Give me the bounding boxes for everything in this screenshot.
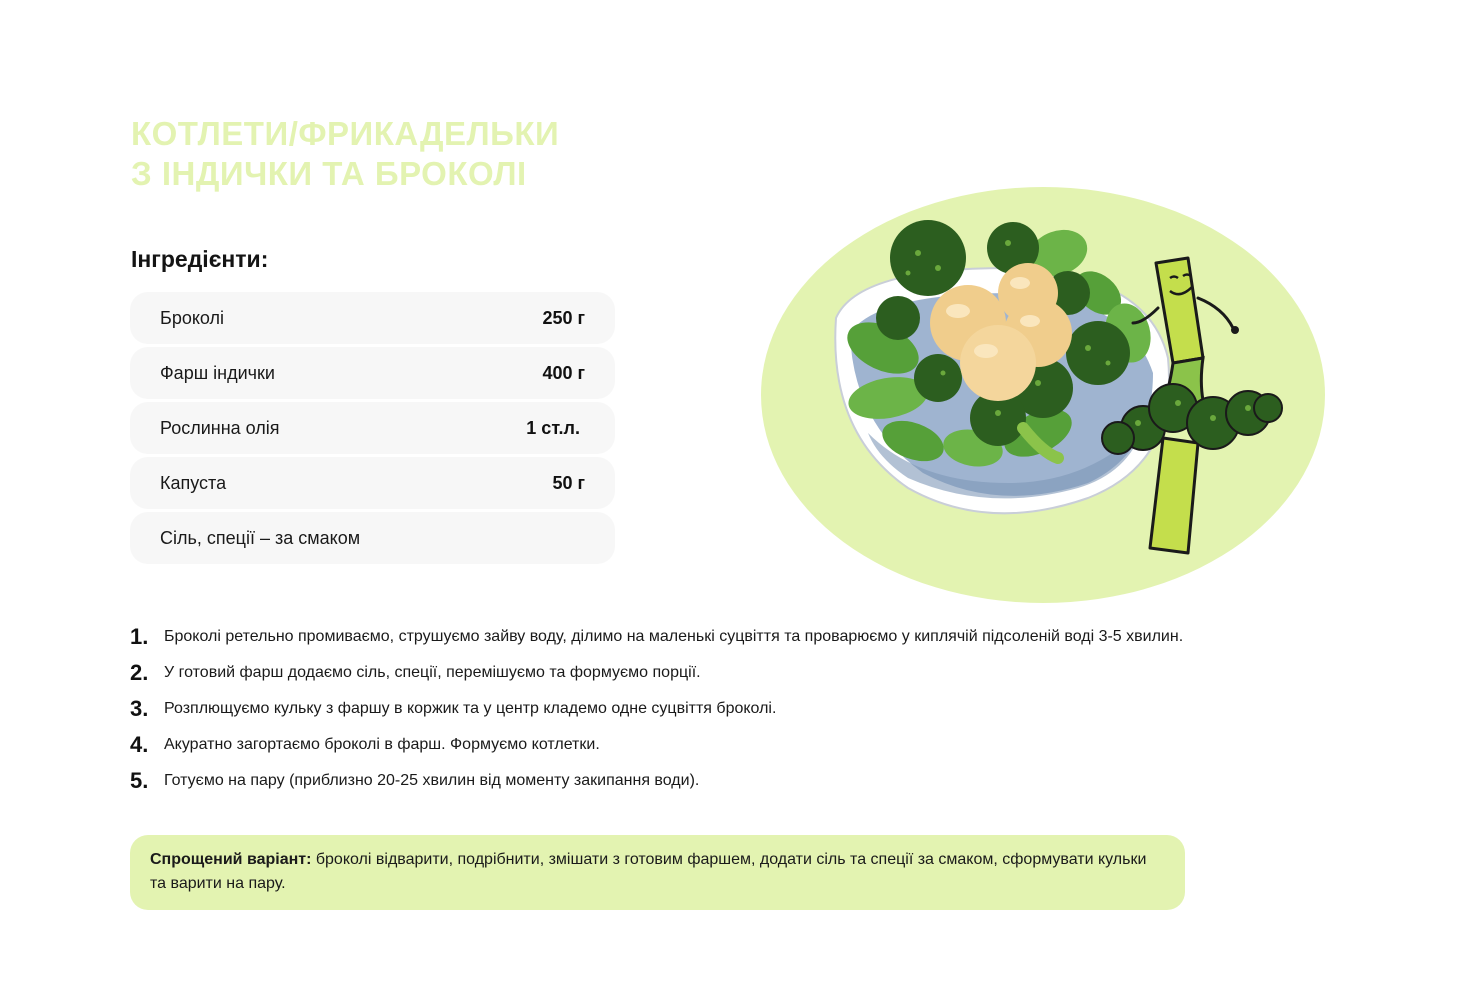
- step-text: Готуємо на пару (приблизно 20-25 хвилин від моменту закипання води).: [164, 772, 700, 789]
- ingredient-name: Рослинна олія: [160, 417, 280, 438]
- step-text: Акуратно загортаємо броколі в фарш. Формуємо котлетки.: [164, 736, 600, 753]
- ingredient-name: Капуста: [160, 472, 227, 493]
- recipe-title-line-2: З ІНДИЧКИ ТА БРОКОЛІ: [131, 155, 527, 192]
- ingredients-heading: Інгредієнти:: [131, 246, 269, 272]
- step-number: 1.: [130, 624, 149, 649]
- ingredient-row: [130, 457, 615, 509]
- step-number: 3.: [130, 696, 149, 721]
- step-item: [130, 624, 1190, 650]
- step-item: [130, 660, 1190, 686]
- step-item: [130, 696, 1190, 722]
- note-text: броколі відварити, подрібнити, змішати з готовим фаршем, додати сіль та спеції за смаком, сформувати кульки та варити на пару.: [150, 851, 1147, 892]
- ingredient-quantity: 1 ст.л.: [526, 417, 580, 438]
- step-item: [130, 732, 1190, 758]
- ingredient-row: [130, 402, 615, 454]
- ingredient-quantity: 50 г: [552, 472, 585, 493]
- bowl-illustration: [758, 183, 1328, 608]
- ingredient-name: Броколі: [160, 307, 225, 328]
- step-text: У готовий фарш додаємо сіль, спеції, перемішуємо та формуємо порції.: [164, 664, 701, 681]
- ingredient-name: Фарш індички: [160, 362, 275, 383]
- step-text: Розплющуємо кульку з фаршу в коржик та у центр кладемо одне суцвіття броколі.: [164, 700, 777, 717]
- ingredient-quantity: 400 г: [542, 362, 585, 383]
- ingredient-row: [130, 292, 615, 344]
- ingredient-row: [130, 512, 615, 564]
- step-number: 5.: [130, 768, 149, 793]
- recipe-title-line-1: КОТЛЕТИ/ФРИКАДЕЛЬКИ: [131, 115, 560, 152]
- step-number: 4.: [130, 732, 149, 757]
- ingredient-row: [130, 347, 615, 399]
- recipe-title: [131, 114, 559, 194]
- note-label: Спрощений варіант:: [150, 851, 312, 868]
- ingredient-quantity: 250 г: [542, 307, 585, 328]
- ingredients-list: [130, 292, 615, 567]
- ingredient-name: Сіль, спеції – за смаком: [160, 527, 361, 548]
- steps-list: [130, 624, 1190, 804]
- simplified-variant-note: [130, 835, 1185, 910]
- step-item: [130, 768, 1190, 794]
- step-text: Броколі ретельно промиваємо, струшуємо зайву воду, ділимо на маленькі суцвіття та проварюємо у киплячій підсоленій воді 3-5 хвилин.: [164, 628, 1184, 645]
- step-number: 2.: [130, 660, 149, 685]
